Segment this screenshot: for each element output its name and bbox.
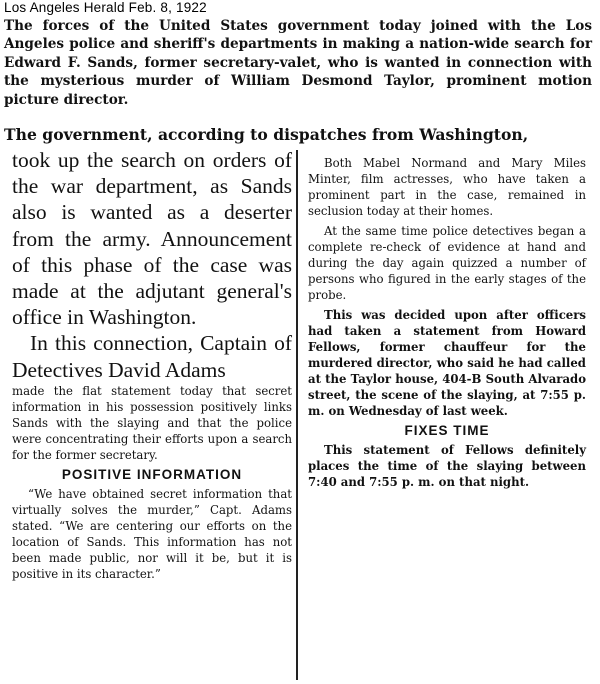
body-paragraph-statement: made the flat statement today that secret information in his possession positively links Sands with the slaying and that the police were concentrating their efforts upon a search for the former secretary. bbox=[12, 383, 292, 462]
subhead-fixes-time: FIXES TIME bbox=[404, 423, 490, 438]
body-paragraph-recheck: At the same time police detectives began a complete re-check of evidence at hand and during the day again quizzed a number of persons who figured in the early stages of the probe. bbox=[308, 224, 586, 302]
right-column bbox=[308, 155, 586, 494]
lead-paragraph: The forces of the United States government today joined with the Los Angeles police and sheriff's departments in making a nation-wide search for Edward F. Sands, former secretary-valet, who is wanted in connection with the mysterious murder of William Desmond Taylor, prominent motion picture director. bbox=[4, 18, 592, 108]
newspaper-source-label: Los Angeles Herald Feb. 8, 1922 bbox=[4, 0, 207, 15]
large-paragraph-2: In this connection, Captain of Detectives David Adams bbox=[12, 331, 292, 382]
body-paragraph-time: This statement of Fellows definitely places the time of the slaying between 7:40 and 7:55 p. m. on that night. bbox=[308, 443, 586, 489]
subhead-positive-information: POSITIVE INFORMATION bbox=[61, 466, 243, 482]
column-divider bbox=[296, 150, 298, 680]
body-paragraph-fellows: This was decided upon after officers had taken a statement from Howard Fellows, former chauffeur for the murdered director, who said he had called at the Taylor house, 404-B South Alvarado street, the scene of the slaying, at 7:55 p. m. on Wednesday of last week. bbox=[308, 308, 586, 418]
large-type-block bbox=[12, 147, 292, 383]
lead-paragraph-continued: The government, according to dispatches from Washington, bbox=[4, 125, 529, 144]
large-paragraph-1: took up the search on orders of the war department, as Sands also is wanted as a deserter from the army. Announcement of this phase of the case was made at the adjutant general's office in Washington. bbox=[12, 148, 292, 330]
body-paragraph-actresses: Both Mabel Normand and Mary Miles Minter, film actresses, who have taken a prominent part in the case, remained in seclusion today at their homes. bbox=[308, 156, 586, 218]
body-paragraph-quote: “We have obtained secret information that virtually solves the murder,” Capt. Adams stated. “We are centering our efforts on the location of Sands. This information has not been made public, nor will it be, but it is positive in its character.” bbox=[12, 486, 292, 581]
left-column bbox=[12, 147, 292, 582]
